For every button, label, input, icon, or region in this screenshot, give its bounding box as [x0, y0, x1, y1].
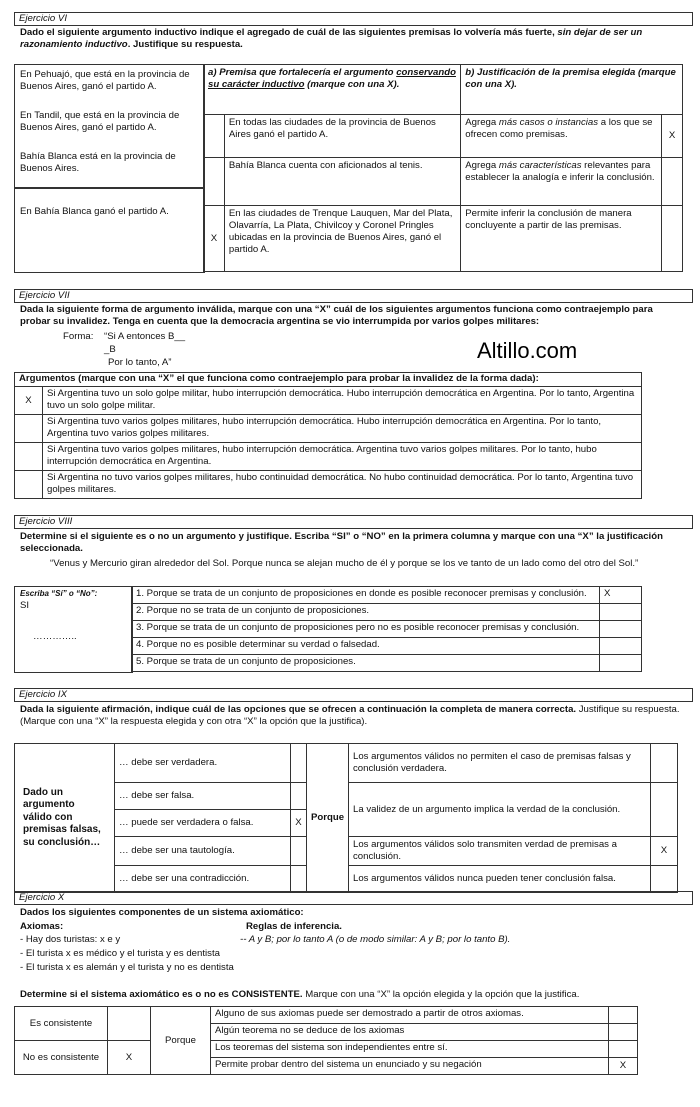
mark-cell[interactable]	[204, 115, 225, 158]
exercise-10-intro: Dados los siguientes componentes de un sistema axiomático:	[20, 907, 304, 918]
mark-cell[interactable]	[600, 604, 642, 621]
premise-1: En Pehuajó, que está en la provincia de Buenos Aires, ganó el partido A.	[20, 69, 190, 92]
premise-3: Bahía Blanca está en la provincia de Buenos Aires.	[20, 151, 176, 174]
exercise-6-table	[203, 64, 683, 272]
just-text: Agrega	[465, 117, 499, 128]
mark-cell[interactable]	[662, 206, 683, 272]
forma-line-2: _B	[104, 344, 116, 355]
porque-label: Porque	[151, 1007, 211, 1075]
exercise-10-table	[14, 1006, 638, 1075]
exercise-6-header: Ejercicio VI	[14, 12, 693, 26]
justification-option: 2. Porque no se trata de un conjunto de proposiciones.	[132, 604, 600, 621]
answer-label: Escriba “Sí” o “No”:	[20, 589, 98, 598]
exercise-7-table	[14, 372, 642, 499]
argument-option: Si Argentina tuvo varios golpes militares, hubo interrupción democrática. Argentina tuvo varios golpes militares. Por lo tanto, hubo interrupción democrática en Argentina.	[43, 443, 642, 471]
mark-cell[interactable]: X	[662, 115, 683, 158]
column-b-header: b) Justificación de la premisa elegida (marque con una X).	[461, 65, 683, 115]
statement-cell: Dado un argumento válido con premisas falsas, su conclusión…	[15, 744, 115, 893]
col-a-text: a) Premisa que fortalecería el argumento	[208, 67, 397, 78]
answer-box	[14, 586, 133, 673]
mark-cell[interactable]	[291, 783, 307, 810]
mark-cell[interactable]: X	[609, 1058, 638, 1075]
arguments-header: Argumentos (marque con una “X” el que funciona como contraejemplo para probar la invalidez de la forma dada):	[15, 373, 642, 387]
reason-option: La validez de un argumento implica la verdad de la conclusión.	[349, 783, 651, 837]
question-part: Determine si el sistema axiomático es o no es CONSISTENTE.	[20, 989, 303, 1000]
mark-cell[interactable]	[600, 621, 642, 638]
justification-option: 5. Porque se trata de un conjunto de proposiciones.	[132, 655, 600, 672]
reason-option: Permite probar dentro del sistema un enunciado y su negación	[211, 1058, 609, 1075]
forma-line-3: Por lo tanto, A”	[108, 357, 172, 368]
reason-option: Alguno de sus axiomas puede ser demostrado a partir de otros axiomas.	[211, 1007, 609, 1024]
prompt-part: Justifique su respuesta. (Marque con una “X” la respuesta elegida y con otra “X” la opción que la justifica).	[20, 704, 680, 727]
mark-cell[interactable]	[600, 638, 642, 655]
axiom-2: - El turista x es médico y el turista y es dentista	[20, 948, 220, 959]
question-part: Marque con una “X” la opción elegida y la opción que la justifica.	[302, 989, 580, 1000]
completion-option: … debe ser falsa.	[115, 783, 291, 810]
answer-value[interactable]: SI	[20, 600, 30, 611]
mark-cell[interactable]	[651, 744, 678, 783]
reason-option: Los argumentos válidos solo transmiten verdad de premisas a conclusión.	[349, 837, 651, 866]
mark-cell[interactable]	[662, 158, 683, 206]
justification-option: 4. Porque no es posible determinar su verdad o falsedad.	[132, 638, 600, 655]
prompt-part: Dada la siguiente afirmación, indique cuál de las opciones que se ofrecen a continuación la completa de manera correcta.	[20, 704, 577, 715]
reason-option: Los argumentos válidos no permiten el caso de premisas falsas y conclusión verdadera.	[349, 744, 651, 783]
mark-cell[interactable]: X	[15, 387, 43, 415]
completion-option: … debe ser una contradicción.	[115, 865, 291, 892]
justification-option: Permite inferir la conclusión de manera concluyente a partir de las premisas.	[461, 206, 662, 272]
conclusion: En Bahía Blanca ganó el partido A.	[20, 206, 169, 217]
prompt-part: Dado el siguiente argumento inductivo indique el agregado de cuál de las siguientes premisas lo volvería más fuerte,	[20, 27, 558, 38]
argument-option: Si Argentina tuvo varios golpes militares, hubo interrupción democrática. Hubo interrupción democrática en Argentina. Por lo tanto, Argentina tuvo varios golpes militares.	[43, 415, 642, 443]
premise-option: En todas las ciudades de la provincia de Buenos Aires ganó el partido A.	[224, 115, 460, 158]
exercise-7-header: Ejercicio VII	[14, 289, 693, 303]
just-text: relevantes para establecer la analogía e inferir la conclusión.	[465, 160, 655, 183]
reason-option: Los argumentos válidos nunca pueden tener conclusión falsa.	[349, 865, 651, 892]
justification-option: 1. Porque se trata de un conjunto de proposiciones en donde es posible reconocer premisas y conclusión.	[132, 587, 600, 604]
col-a-text: (marque con una X).	[304, 78, 400, 90]
mark-cell[interactable]	[291, 744, 307, 783]
conclusion-divider	[15, 187, 204, 189]
option-consistent: Es consistente	[15, 1007, 108, 1041]
mark-cell[interactable]	[204, 158, 225, 206]
mark-cell[interactable]	[291, 865, 307, 892]
axiom-1: - Hay dos turistas: x e y	[20, 934, 121, 945]
reason-option: Algún teorema no se deduce de los axiomas	[211, 1024, 609, 1041]
mark-cell[interactable]: X	[291, 810, 307, 837]
exercise-10-header: Ejercicio X	[14, 891, 693, 905]
exercise-9-header: Ejercicio IX	[14, 688, 693, 702]
reglas-text: -- A y B; por lo tanto A (o de modo similar: A y B; por lo tanto B).	[240, 934, 511, 945]
axiom-3: - El turista x es alemán y el turista y no es dentista	[20, 962, 234, 973]
exercise-8-header: Ejercicio VIII	[14, 515, 693, 529]
completion-option: … debe ser verdadera.	[115, 744, 291, 783]
exercise-10-question	[20, 989, 680, 1001]
just-italic: más características	[498, 160, 582, 171]
just-text: a los que se ofrecen como premisas.	[465, 117, 653, 140]
exercise-8-table	[131, 586, 642, 672]
exercise-9-prompt	[20, 704, 680, 728]
col-a-underline: conservando su carácter inductivo	[208, 67, 456, 90]
mark-cell[interactable]: X	[651, 837, 678, 866]
mark-cell[interactable]	[609, 1041, 638, 1058]
mark-cell[interactable]	[609, 1007, 638, 1024]
mark-cell[interactable]	[651, 783, 678, 837]
justification-option	[461, 158, 662, 206]
argument-option: Si Argentina no tuvo varios golpes militares, hubo continuidad democrática. No hubo continuidad democrática. Por lo tanto, Argentina tuvo golpes militares.	[43, 471, 642, 499]
mark-cell[interactable]: X	[108, 1041, 151, 1075]
argument-option: Si Argentina tuvo un solo golpe militar, hubo interrupción democrática. Hubo interrupción democrática en Argentina. Por lo tanto, Argentina tuvo un solo golpe militar.	[43, 387, 642, 415]
just-text: Agrega	[465, 160, 499, 171]
completion-option: … puede ser verdadera o falsa.	[115, 810, 291, 837]
prompt-part: sin dejar de ser un razonamiento inductivo	[20, 27, 643, 50]
option-not-consistent: No es consistente	[15, 1041, 108, 1075]
argument-box	[14, 64, 205, 273]
mark-cell[interactable]	[609, 1024, 638, 1041]
exercise-6-prompt	[20, 27, 680, 51]
mark-cell[interactable]	[651, 865, 678, 892]
reglas-title: Reglas de inferencia.	[246, 921, 342, 932]
exercise-7-prompt: Dada la siguiente forma de argumento inválida, marque con una “X” cuál de los siguientes argumentos funciona como contraejemplo para probar su invalidez. Tenga en cuenta que la democracia argentina se vio interrumpida por varios golpes militares:	[20, 304, 653, 327]
justification-option: 3. Porque se trata de un conjunto de proposiciones pero no es posible reconocer premisas y conclusión.	[132, 621, 600, 638]
mark-cell[interactable]: X	[600, 587, 642, 604]
watermark: Altillo.com	[477, 338, 578, 363]
mark-cell[interactable]: X	[204, 206, 225, 272]
just-italic: más casos o instancias	[498, 117, 599, 128]
exercise-8-quote: “Venus y Mercurio giran alrededor del Sol. Porque nunca se alejan mucho de él y porque se los ve tanto de un lado como del otro del Sol.”	[50, 558, 639, 569]
mark-cell[interactable]	[600, 655, 642, 672]
forma-line-1: “Si A entonces B__	[104, 331, 186, 342]
premise-option: Bahía Blanca cuenta con aficionados al tenis.	[224, 158, 460, 206]
mark-cell[interactable]	[15, 415, 43, 443]
mark-cell[interactable]	[291, 837, 307, 866]
mark-cell[interactable]	[108, 1007, 151, 1041]
porque-label: Porque	[307, 744, 349, 893]
column-a-header	[204, 65, 461, 115]
justification-option	[461, 115, 662, 158]
answer-dots: …………..	[33, 631, 77, 642]
reason-option: Los teoremas del sistema son independientes entre sí.	[211, 1041, 609, 1058]
mark-cell[interactable]	[15, 443, 43, 471]
prompt-part: . Justifique su respuesta.	[127, 38, 243, 50]
forma-label: Forma:	[63, 331, 94, 342]
axiomas-title: Axiomas:	[20, 921, 64, 932]
premise-option: En las ciudades de Trenque Lauquen, Mar del Plata, Olavarría, La Plata, Chivilcoy y Coronel Pringles ubicadas en la provincia de Buenos Aires, ganó el partido A.	[224, 206, 460, 272]
mark-cell[interactable]	[15, 471, 43, 499]
premise-2: En Tandil, que está en la provincia de Buenos Aires, ganó el partido A.	[20, 110, 180, 133]
exercise-9-table	[14, 743, 678, 893]
exercise-8-prompt: Determine si el siguiente es o no un argumento y justifique. Escriba “SI” o “NO” en la primera columna y marque con una “X” la justificación seleccionada.	[20, 531, 663, 554]
completion-option: … debe ser una tautología.	[115, 837, 291, 866]
